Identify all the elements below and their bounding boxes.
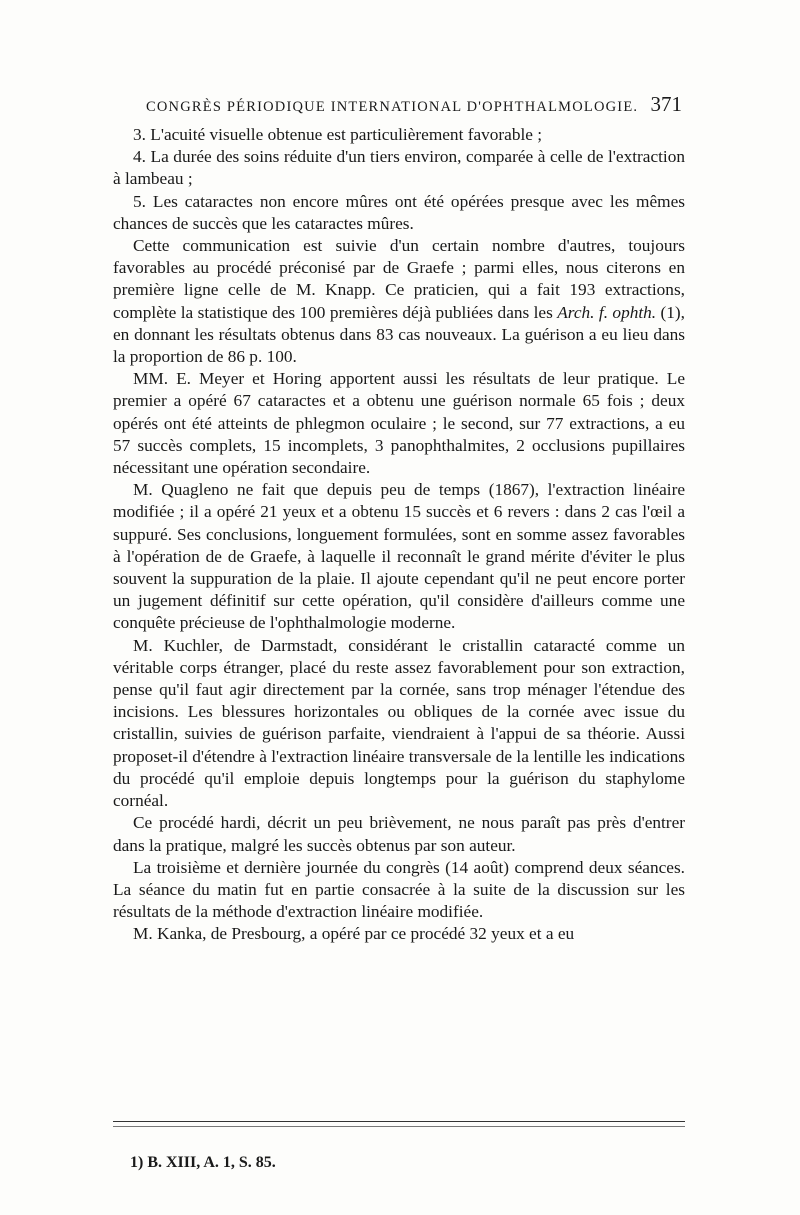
paragraph-4 [113, 235, 685, 368]
paragraph-7: M. Kuchler, de Darmstadt, considérant le cristallin cataracté comme un véritable corps étranger, placé du reste assez favorablement pour son extraction, pense qu'il faut agir directement par la cornée, sans trop ménager l'étendue des incisions. Les blessures horizontales ou obliques de la cornée avec issue du cristallin, suivies de guérison parfaite, viendraient à l'appui de sa théorie. Aussi proposet-il d'étendre à l'extraction linéaire transversale de la lentille les indications du procédé qu'il emploie depuis longtemps pour la guérison du staphylome cornéal. [113, 635, 685, 811]
body-text [113, 124, 685, 946]
journal-title-italic: Arch. f. ophth. [557, 302, 657, 322]
paragraph-1: 3. L'acuité visuelle obtenue est particulièrement favorable ; [133, 125, 543, 144]
paragraph-5: MM. E. Meyer et Horing apportent aussi les résultats de leur pratique. Le premier a opéré 67 cataractes et a obtenu une guérison normale 65 fois ; deux opérés ont été atteints de phlegmon oculaire ; le second, sur 77 extractions, a eu 57 succès complets, 15 incomplets, 3 panophthalmites, 2 occlusions pupillaires nécessitant une opération secondaire. [113, 369, 685, 478]
paragraph-10: M. Kanka, de Presbourg, a opéré par ce procédé 32 yeux et a eu [133, 924, 575, 944]
paragraph-6: M. Quagleno ne fait que depuis peu de temps (1867), l'extraction linéaire modifiée ; il a opéré 21 yeux et a obtenu 15 succès et 6 revers : dans 2 cas l'œil a suppuré. Ses conclusions, longuement formulées, sont en somme assez favorables à l'opération de de Graefe, à laquelle il reconnaît le grand mérite d'éviter le plus souvent la suppuration de la plaie. Il ajoute cependant qu'il ne peut encore porter un jugement définitif sur cette opération, qu'il considère d'ailleurs comme une conquête précieuse de l'ophthalmologie moderne. [113, 480, 685, 633]
page-number: 371 [650, 92, 682, 116]
paragraph-4-part-a: Cette communication est suivie d'un certain nombre d'autres, toujours favorables au procédé préconisé par de Graefe ; parmi elles, nous citerons en première ligne celle de M. Knapp. Ce praticien, qui a fait 193 extractions, complète la statistique des 100 premières déjà publiées dans les [113, 236, 685, 322]
footnote-rule [113, 1121, 685, 1122]
running-head [146, 92, 682, 118]
paragraph-9: La troisième et dernière journée du congrès (14 août) comprend deux séances. La séance du matin fut en partie consacrée à la suite de la discussion sur les résultats de la méthode d'extraction linéaire modifiée. [113, 857, 685, 922]
paragraph-3: 5. Les cataractes non encore mûres ont été opérées presque avec les mêmes chances de succès que les cataractes mûres. [113, 191, 685, 233]
footnote: 1) B. XIII, A. 1, S. 85. [130, 1154, 276, 1171]
paragraph-4-part-b: (1), en donnant les résultats obtenus dans 83 cas nouveaux. La guérison a eu lieu dans la proportion de 86 p. 100. [113, 302, 685, 367]
paragraph-8: Ce procédé hardi, décrit un peu brièvement, ne nous paraît pas près d'entrer dans la pratique, malgré les succès obtenus par son auteur. [113, 813, 685, 855]
footnote-rule-secondary [113, 1126, 685, 1127]
paragraph-2: 4. La durée des soins réduite d'un tiers environ, comparée à celle de l'extraction à lambeau ; [113, 147, 685, 189]
running-title: CONGRÈS PÉRIODIQUE INTERNATIONAL D'OPHTHALMOLOGIE. [146, 99, 639, 115]
